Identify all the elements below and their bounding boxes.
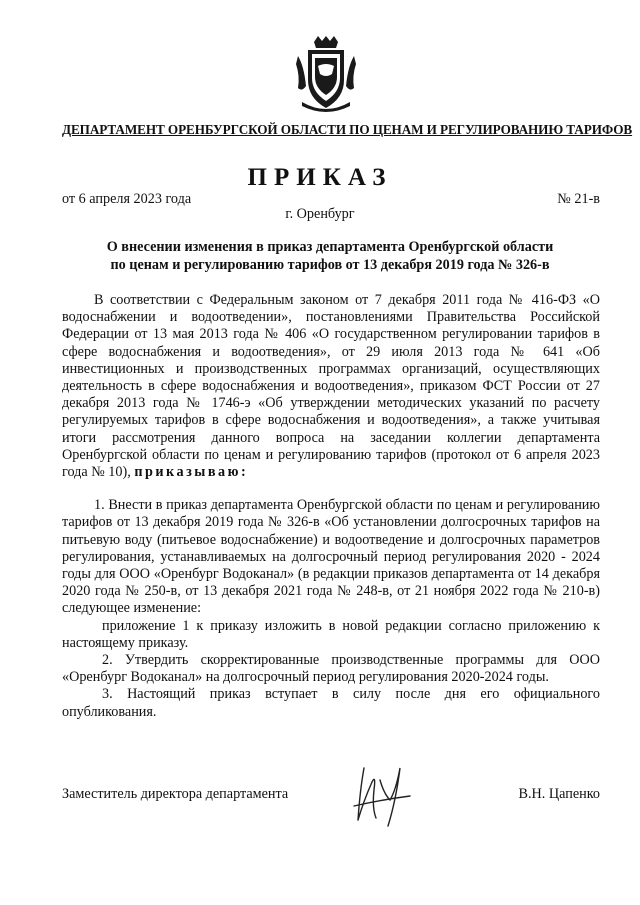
preamble-text: В соответствии с Федеральным законом от 7 декабря 2011 года № 416-ФЗ «О водоснабжении и водоотведении», постановлениями Правительства Российской Федерации от 13 мая 2013 года № 406 «О государственном регулировании тарифов в сфере водоснабжения и водоотведения», от 29 июля 2013 года № 641 «Об инвестиционных и производственных программах организаций, осуществляющих деятельность в сфере водоснабжения и водоотведения», приказом ФСТ России от 27 декабря 2013 года № 1746-э «Об утверждении методических указаний по расчету регулируемых тарифов в сфере водоснабжения и водоотведения», а также учитывая итоги рассмотрения данного вопроса на заседании коллегии департамента Оренбургской области по ценам и регулированию тарифов (протокол от 6 апреля 2023 года № 10),	[62, 292, 600, 481]
item-3-paragraph: 3. Настоящий приказ вступает в силу после дня его официального опубликования.	[62, 686, 600, 720]
item-2-paragraph: 2. Утвердить скорректированные производственные программы для ООО «Оренбург Водоканал» на долгосрочный период регулирования 2020-2024 годы.	[62, 652, 600, 686]
department-name: ДЕПАРТАМЕНТ ОРЕНБУРГСКОЙ ОБЛАСТИ ПО ЦЕНАМ И РЕГУЛИРОВАНИЮ ТАРИФОВ	[62, 122, 633, 137]
order-number: № 21-в	[557, 191, 600, 207]
order-title-line-1: О внесении изменения в приказ департамента Оренбургской области	[106, 239, 554, 255]
coat-of-arms-icon	[294, 36, 358, 112]
handwritten-signature	[350, 760, 422, 830]
order-title	[50, 238, 610, 274]
order-title-line-2: по ценам и регулированию тарифов от 13 декабря 2019 года № 326-в	[110, 257, 550, 273]
preamble-paragraph	[62, 292, 600, 481]
document-type: ПРИКАЗ	[247, 164, 393, 191]
item-1-subparagraph: приложение 1 к приказу изложить в новой редакции согласно приложению к настоящему приказу.	[62, 617, 600, 651]
signatory-position: Заместитель директора департамента	[62, 786, 289, 802]
item-1-paragraph: 1. Внести в приказ департамента Оренбургской области по ценам и регулированию тарифов от 13 декабря 2019 года № 326-в «Об установлении долгосрочных тарифов на питьевую воду (питьевое водоснабжение) и водоотведение и долгосрочных параметров регулирования, устанавливаемых на долгосрочный период регулирования 2020 - 2024 годы для ООО «Оренбург Водоканал» (в редакции приказов департамента от 14 декабря 2020 года № 250-в, от 13 декабря 2021 года № 248-в, от 21 ноября 2022 года № 210-в) следующее изменение:	[62, 497, 600, 617]
order-body	[62, 292, 600, 721]
order-city: г. Оренбург	[285, 206, 355, 222]
order-date: от 6 апреля 2023 года	[62, 191, 192, 207]
order-word: приказываю:	[134, 464, 249, 481]
signatory-name: В.Н. Цапенко	[518, 786, 600, 802]
